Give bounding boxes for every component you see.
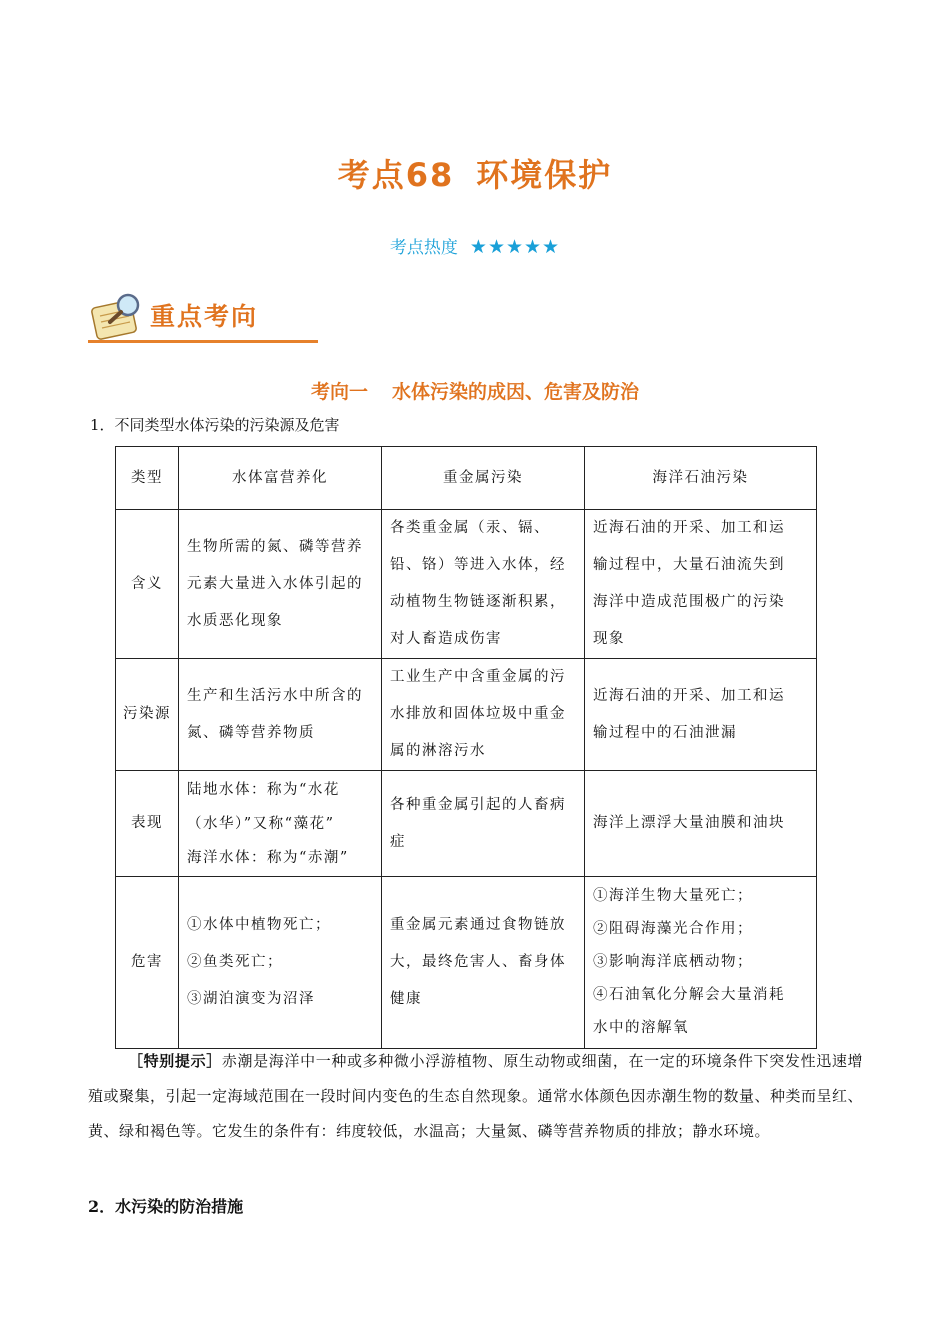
cell-line: 近海石油的开采、加工和运 (593, 687, 785, 704)
heat-label: 考点热度 (389, 238, 458, 258)
table-cell (382, 877, 585, 1049)
cell-line: 生物所需的氮、磷等营养 (187, 538, 363, 555)
table-cell (382, 510, 585, 659)
special-tip-paragraph (88, 1044, 863, 1149)
cell-line: 输过程中的石油泄漏 (593, 724, 737, 741)
cell-line: 输过程中，大量石油流失到 (593, 557, 785, 573)
cell-line: 生产和生活污水中所含的 (187, 687, 363, 704)
cell-line: 大，最终危害人、畜身体 (390, 954, 566, 970)
table-cell (179, 877, 382, 1049)
row-label: 污染源 (116, 659, 179, 771)
cell-line: ①海洋生物大量死亡； (593, 888, 753, 904)
cell-line: ②鱼类死亡； (187, 954, 283, 970)
section-prefix: 考向一 (310, 381, 368, 403)
cell-line: 动植物生物链逐渐积累， (390, 594, 566, 610)
table-header-cell: 水体富营养化 (179, 447, 382, 510)
cell-line: 陆地水体：称为“水花 (187, 781, 340, 798)
cell-line: 健康 (390, 991, 422, 1007)
tip-text: 赤潮是海洋中一种或多种微小浮游植物、原生动物或细菌，在一定的环境条件下突发性迅速增殖或聚集，引起一定海域范围在一段时间内变色的生态自然现象。通常水体颜色因赤潮生物的数量、种类而呈红、黄、绿和褐色等。它发生的条件有：纬度较低，水温高；大量氮、磷等营养物质的排放；静水环境。 (88, 1052, 864, 1140)
table-cell (585, 510, 817, 659)
cell-line: 各种重金属引起的人畜病 (390, 796, 566, 813)
section-title (0, 377, 950, 404)
cell-line: 海洋上漂浮大量油膜和油块 (593, 815, 785, 831)
cell-line: 近海石油的开采、加工和运 (593, 520, 785, 536)
cell-line: 水排放和固体垃圾中重金 (390, 706, 566, 722)
cell-line: 各类重金属（汞、镉、 (390, 520, 550, 536)
table-row (116, 771, 817, 877)
cell-line: 对人畜造成伤害 (390, 631, 502, 647)
table-cell (179, 771, 382, 877)
title-prefix: 考点 (337, 156, 406, 194)
cell-line: 海洋水体：称为“赤潮” (187, 849, 349, 866)
table-header-cell: 类型 (116, 447, 179, 510)
table-cell (382, 659, 585, 771)
cell-line: 症 (390, 833, 406, 850)
cell-line: ①水体中植物死亡； (187, 917, 331, 933)
section-banner-label: 重点考向 (150, 302, 259, 331)
table-row (116, 510, 817, 659)
cell-line: 水质恶化现象 (187, 612, 283, 629)
cell-line: 属的淋溶污水 (390, 743, 486, 759)
cell-line: ③影响海洋底栖动物； (593, 954, 753, 970)
table-row (116, 877, 817, 1049)
cell-line: 水中的溶解氧 (593, 1020, 689, 1036)
banner-underline (88, 340, 318, 343)
cell-line: 工业生产中含重金属的污 (390, 669, 566, 685)
cell-line: （水华）”又称“藻花” (187, 815, 335, 832)
cell-line: 现象 (593, 631, 625, 647)
cell-line: ②阻碍海藻光合作用； (593, 921, 753, 937)
section-heading: 水体污染的成因、危害及防治 (392, 381, 640, 403)
table-cell (585, 877, 817, 1049)
item-2-heading: 2．水污染的防治措施 (88, 1197, 244, 1216)
cell-line: ③湖泊演变为沼泽 (187, 991, 315, 1007)
table-cell (179, 510, 382, 659)
cell-line: 氮、磷等营养物质 (187, 724, 315, 741)
title-text: 环境保护 (476, 156, 613, 194)
cell-line: 元素大量进入水体引起的 (187, 575, 363, 592)
tip-label: ［特别提示］ (128, 1052, 222, 1070)
table-header-cell: 海洋石油污染 (585, 447, 817, 510)
heat-stars: ★★★★★ (469, 236, 561, 258)
table-header-cell: 重金属污染 (382, 447, 585, 510)
table-header-row (116, 447, 817, 510)
row-label: 含义 (116, 510, 179, 659)
cell-line: 铅、铬）等进入水体，经 (390, 557, 566, 573)
table-row (116, 659, 817, 771)
table-cell (585, 771, 817, 877)
title-number: 68 (405, 156, 455, 194)
table-cell (179, 659, 382, 771)
pollution-table (115, 446, 817, 1049)
row-label: 危害 (116, 877, 179, 1049)
cell-line: 海洋中造成范围极广的污染 (593, 594, 785, 610)
table-cell (585, 659, 817, 771)
cell-line: ④石油氧化分解会大量消耗 (593, 987, 785, 1003)
cell-line: 重金属元素通过食物链放 (390, 917, 566, 933)
item-1-heading: 1．不同类型水体污染的污染源及危害 (90, 416, 340, 434)
heat-rating (0, 233, 950, 258)
page-title (0, 150, 950, 196)
row-label: 表现 (116, 771, 179, 877)
table-cell (382, 771, 585, 877)
